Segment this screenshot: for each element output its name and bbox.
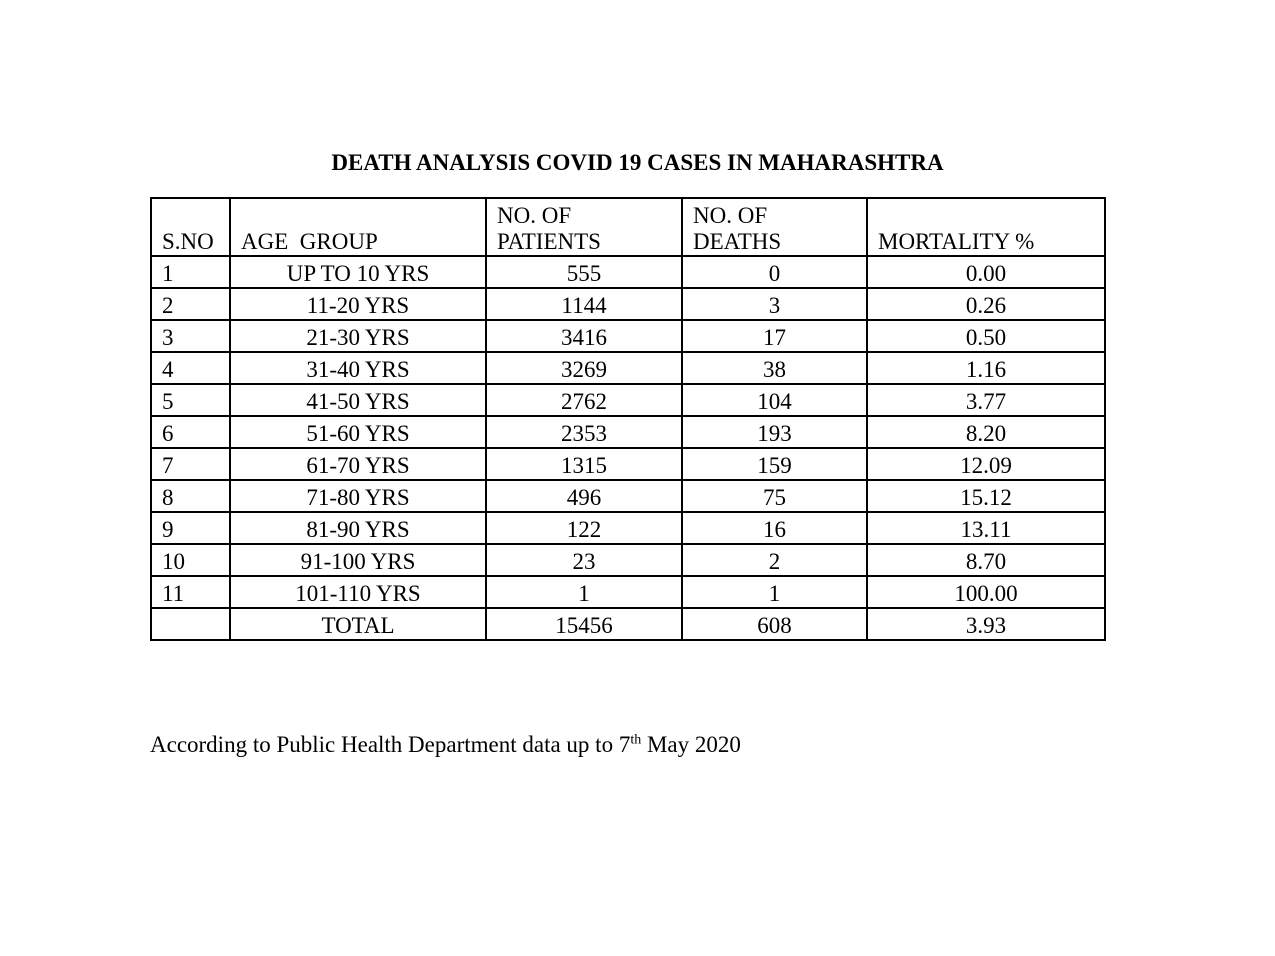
age-group-cell: 101-110 YRS [230,576,486,608]
patients-cell: 1315 [486,448,682,480]
sno-cell: 1 [151,256,230,288]
mortality-cell: 13.11 [867,512,1105,544]
deaths-cell: 2 [682,544,867,576]
sno-cell: 11 [151,576,230,608]
deaths-cell: 38 [682,352,867,384]
patients-cell: 1144 [486,288,682,320]
age-group-cell: UP TO 10 YRS [230,256,486,288]
deaths-cell: 193 [682,416,867,448]
source-footnote [150,732,741,758]
patients-cell: 2762 [486,384,682,416]
mortality-cell: 15.12 [867,480,1105,512]
mortality-cell: 1.16 [867,352,1105,384]
sno-cell: 3 [151,320,230,352]
total-patients-cell: 15456 [486,608,682,640]
footnote-superscript: th [630,732,642,748]
sno-cell: 6 [151,416,230,448]
header-deaths: NO. OF DEATHS [682,198,867,256]
deaths-cell: 104 [682,384,867,416]
age-group-cell: 11-20 YRS [230,288,486,320]
patients-cell: 23 [486,544,682,576]
header-patients: NO. OF PATIENTS [486,198,682,256]
footnote-text-after: May 2020 [641,732,741,757]
deaths-cell: 159 [682,448,867,480]
table-row [151,544,1105,576]
deaths-cell: 17 [682,320,867,352]
patients-cell: 1 [486,576,682,608]
deaths-cell: 3 [682,288,867,320]
age-group-cell: 71-80 YRS [230,480,486,512]
mortality-cell: 3.77 [867,384,1105,416]
age-group-cell: 31-40 YRS [230,352,486,384]
header-mortality: MORTALITY % [867,198,1105,256]
total-sno-cell [151,608,230,640]
age-group-cell: 81-90 YRS [230,512,486,544]
table-row [151,576,1105,608]
header-sno: S.NO [151,198,230,256]
table-row [151,352,1105,384]
age-group-cell: 51-60 YRS [230,416,486,448]
table-row [151,448,1105,480]
age-group-cell: 21-30 YRS [230,320,486,352]
table-row [151,512,1105,544]
mortality-cell: 0.26 [867,288,1105,320]
sno-cell: 5 [151,384,230,416]
patients-cell: 496 [486,480,682,512]
age-group-cell: 91-100 YRS [230,544,486,576]
death-analysis-table [150,197,1106,641]
sno-cell: 2 [151,288,230,320]
patients-cell: 3416 [486,320,682,352]
mortality-cell: 8.70 [867,544,1105,576]
total-deaths-cell: 608 [682,608,867,640]
patients-cell: 3269 [486,352,682,384]
header-age-group: AGE GROUP [230,198,486,256]
deaths-cell: 0 [682,256,867,288]
deaths-cell: 16 [682,512,867,544]
sno-cell: 4 [151,352,230,384]
patients-cell: 2353 [486,416,682,448]
total-mortality-cell: 3.93 [867,608,1105,640]
mortality-cell: 8.20 [867,416,1105,448]
patients-cell: 555 [486,256,682,288]
sno-cell: 8 [151,480,230,512]
table-row [151,480,1105,512]
table-row [151,288,1105,320]
sno-cell: 9 [151,512,230,544]
mortality-cell: 0.50 [867,320,1105,352]
table-header-row [151,198,1105,256]
mortality-cell: 0.00 [867,256,1105,288]
page-title: DEATH ANALYSIS COVID 19 CASES IN MAHARASHTRA [331,150,944,175]
age-group-cell: 41-50 YRS [230,384,486,416]
deaths-cell: 1 [682,576,867,608]
table-total-row [151,608,1105,640]
table-row [151,320,1105,352]
total-label-cell: TOTAL [230,608,486,640]
age-group-cell: 61-70 YRS [230,448,486,480]
footnote-text-before: According to Public Health Department data up to 7 [150,732,631,757]
table-row [151,416,1105,448]
patients-cell: 122 [486,512,682,544]
sno-cell: 7 [151,448,230,480]
table-row [151,384,1105,416]
table-row [151,256,1105,288]
sno-cell: 10 [151,544,230,576]
mortality-cell: 12.09 [867,448,1105,480]
mortality-cell: 100.00 [867,576,1105,608]
deaths-cell: 75 [682,480,867,512]
